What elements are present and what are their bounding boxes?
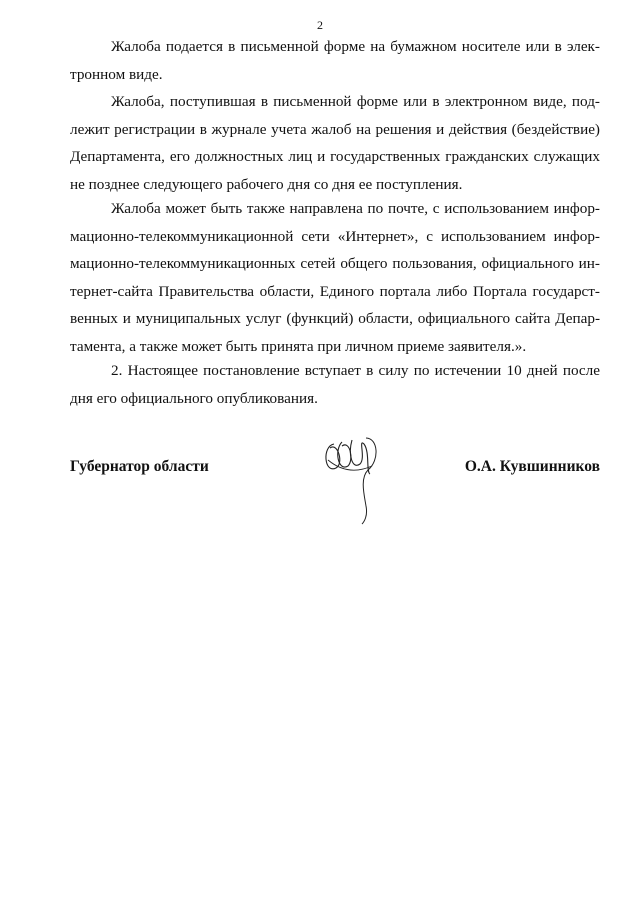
paragraph-complaint-channels bbox=[70, 195, 600, 360]
text-line: венных и муниципальных услуг (функций) области, официального сайта Депар- bbox=[70, 310, 600, 327]
page-number: 2 bbox=[317, 18, 323, 32]
handwritten-signature bbox=[320, 430, 390, 525]
text-line: не позднее следующего рабочего дня со дня ее поступления. bbox=[70, 175, 463, 193]
text-line: Департамента, его должностных лиц и государственных гражданских служащих bbox=[70, 148, 600, 165]
signer-title: Губернатор области bbox=[70, 458, 209, 475]
text-line: мационно-телекоммуникационных сетей общего пользования, официального ин- bbox=[70, 255, 600, 272]
text-line: Жалоба подается в письменной форме на бумажном носителе или в элек- bbox=[111, 38, 600, 55]
text-line: Жалоба, поступившая в письменной форме или в электронном виде, под- bbox=[111, 93, 600, 110]
text-line: тронном виде. bbox=[70, 65, 163, 83]
signer-name: О.А. Кувшинников bbox=[464, 458, 600, 475]
text-line: лежит регистрации в журнале учета жалоб на решения и действия (бездействие) bbox=[70, 120, 600, 138]
text-line: тернет-сайта Правительства области, Единого портала либо Портала государст- bbox=[70, 282, 600, 300]
text-line: тамента, а также может быть принята при личном приеме заявителя.». bbox=[70, 337, 527, 355]
paragraph-complaint-form bbox=[70, 33, 600, 88]
text-line: 2. Настоящее постановление вступает в силу по истечении 10 дней после bbox=[111, 362, 600, 379]
text-line: дня его официального опубликования. bbox=[70, 389, 318, 407]
paragraph-effective-date bbox=[70, 357, 600, 412]
text-line: мационно-телекоммуникационной сети «Интернет», с использованием инфор- bbox=[70, 227, 600, 245]
signature-block bbox=[70, 430, 600, 525]
paragraph-complaint-registration bbox=[70, 88, 600, 198]
text-line: Жалоба может быть также направлена по почте, с использованием инфор- bbox=[111, 200, 600, 217]
